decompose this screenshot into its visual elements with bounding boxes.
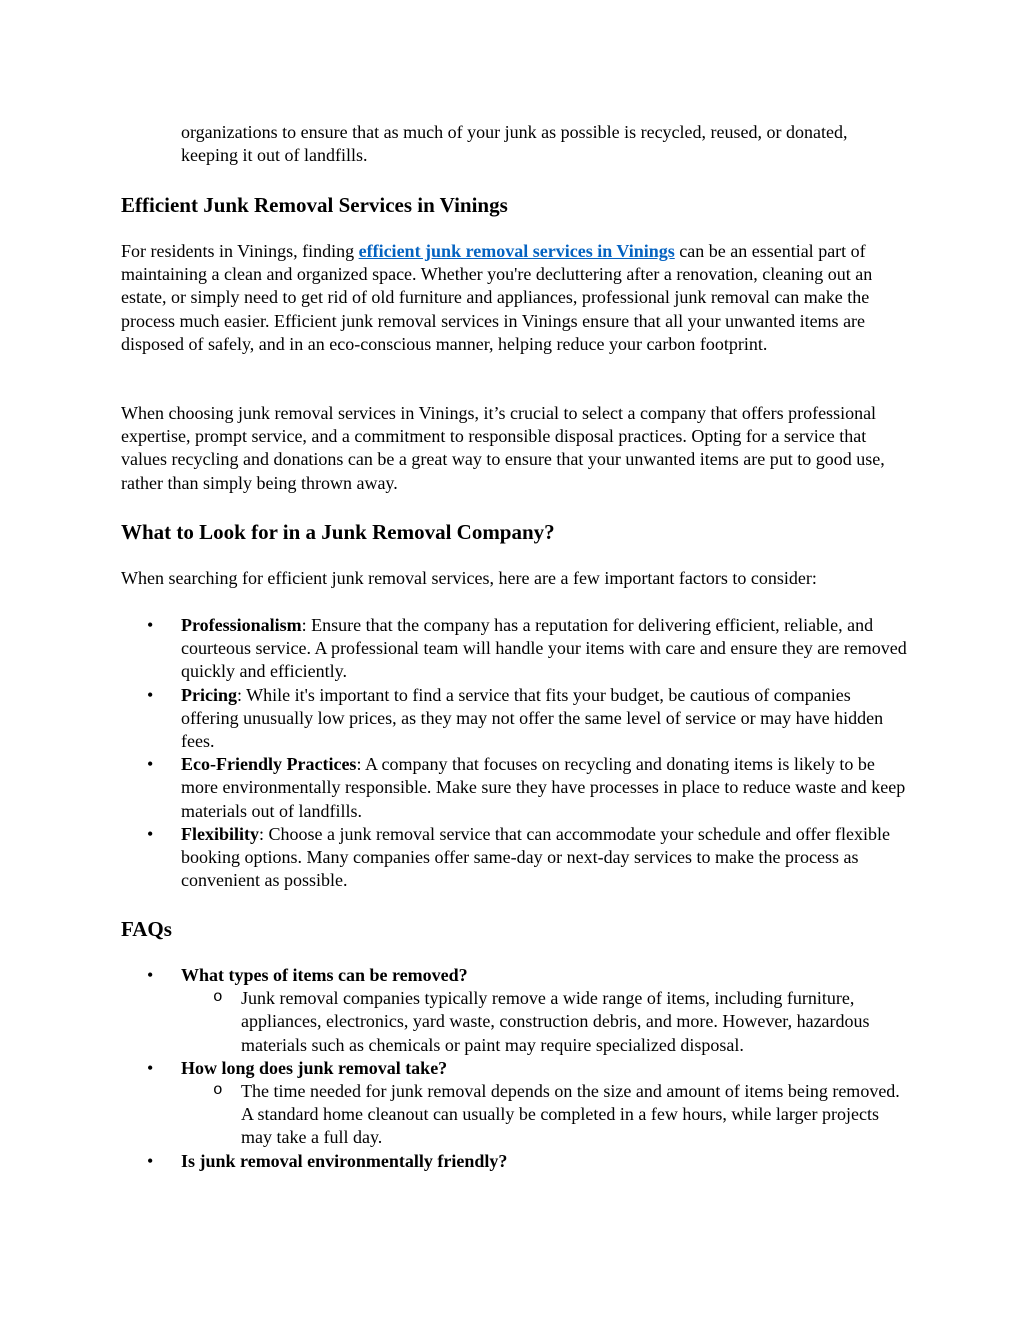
bullet-icon: • — [147, 684, 154, 705]
faq-question — [121, 1057, 907, 1080]
bullet-icon: • — [147, 1150, 154, 1171]
list-item — [121, 753, 907, 823]
factor-text: : Ensure that the company has a reputation for delivering efficient, reliable, and courteous service. A professional team will handle your items with care and ensure they are removed quickly and efficiently. — [181, 615, 907, 682]
bullet-icon: • — [147, 754, 154, 775]
faq-question — [121, 1150, 907, 1173]
section2-intro: When searching for efficient junk removal services, here are a few important factors to consider: — [121, 568, 817, 588]
circle-bullet-icon: o — [213, 1081, 223, 1100]
section-heading-what-to-look-for: What to Look for in a Junk Removal Company? — [121, 520, 555, 544]
bullet-icon: • — [147, 615, 154, 635]
circle-bullet-icon: o — [213, 988, 223, 1007]
list-item — [121, 614, 907, 684]
factor-text: : Choose a junk removal service that can accommodate your schedule and offer flexible booking options. Many companies offer same-day or next-day services to make the process as convenient as possible. — [181, 823, 890, 891]
faq-answer — [121, 987, 907, 1057]
bullet-icon: • — [147, 965, 154, 985]
faq-answer-text: Junk removal companies typically remove a wide range of items, including furniture, appliances, electronics, yard waste, construction debris, and more. However, hazardous materials such as chemicals or paint may require specialized disposal. — [241, 988, 870, 1055]
paragraph-text: can be an essential part of maintaining a clean and organized space. Whether you're decluttering after a renovation, cleaning out an estate, or simply need to get rid of old furniture and appliances, professional junk removal can make the process much easier. Efficient junk removal services in Vinings ensure that all your unwanted items are disposed of safely, and in an eco-conscious manner, helping reduce your carbon footprint. — [121, 241, 873, 354]
intro-continuation: organizations to ensure that as much of your junk as possible is recycled, reused, or donated, keeping it out of landfills. — [181, 122, 848, 166]
faq-question-text: Is junk removal environmentally friendly? — [181, 1150, 508, 1171]
section1-paragraph-2: When choosing junk removal services in Vinings, it’s crucial to select a company that offers professional expertise, prompt service, and a commitment to responsible disposal practices. Opting for a service that values recycling and donations can be a great way to ensure that your unwanted items are put to good use, rather than simply being thrown away. — [121, 403, 885, 493]
faq-answer — [121, 1080, 907, 1150]
factor-term: Professionalism — [181, 615, 302, 635]
factor-term: Eco-Friendly Practices — [181, 754, 357, 775]
section1-paragraph-1 — [121, 240, 907, 356]
efficient-services-link[interactable]: efficient junk removal services in Vinings — [358, 241, 675, 261]
paragraph-text: For residents in Vinings, finding — [121, 241, 359, 261]
faq-question — [121, 964, 907, 987]
section-heading-efficient: Efficient Junk Removal Services in Vinings — [121, 193, 508, 217]
factor-text: : A company that focuses on recycling and donating items is likely to be more environmentally responsible. Make sure they have processes in place to reduce waste and keep materials out of landfills. — [181, 754, 906, 821]
faq-answer-text: The time needed for junk removal depends on the size and amount of items being removed. A standard home cleanout can usually be completed in a few hours, while larger projects may take a full day. — [241, 1081, 900, 1148]
factor-term: Flexibility — [181, 823, 259, 844]
list-item — [121, 823, 907, 893]
factor-term: Pricing — [181, 684, 237, 705]
section-heading-faqs: FAQs — [121, 917, 172, 941]
list-item — [121, 684, 907, 754]
faq-question-text: What types of items can be removed? — [181, 965, 468, 985]
factor-text: : While it's important to find a service that fits your budget, be cautious of companies offering unusually low prices, as they may not offer the same level of service or may have hidden fees. — [181, 684, 884, 752]
faq-question-text: How long does junk removal take? — [181, 1057, 448, 1078]
factors-list — [121, 614, 907, 892]
faq-list — [121, 964, 907, 1173]
bullet-icon: • — [147, 823, 154, 844]
bullet-icon: • — [147, 1057, 154, 1078]
